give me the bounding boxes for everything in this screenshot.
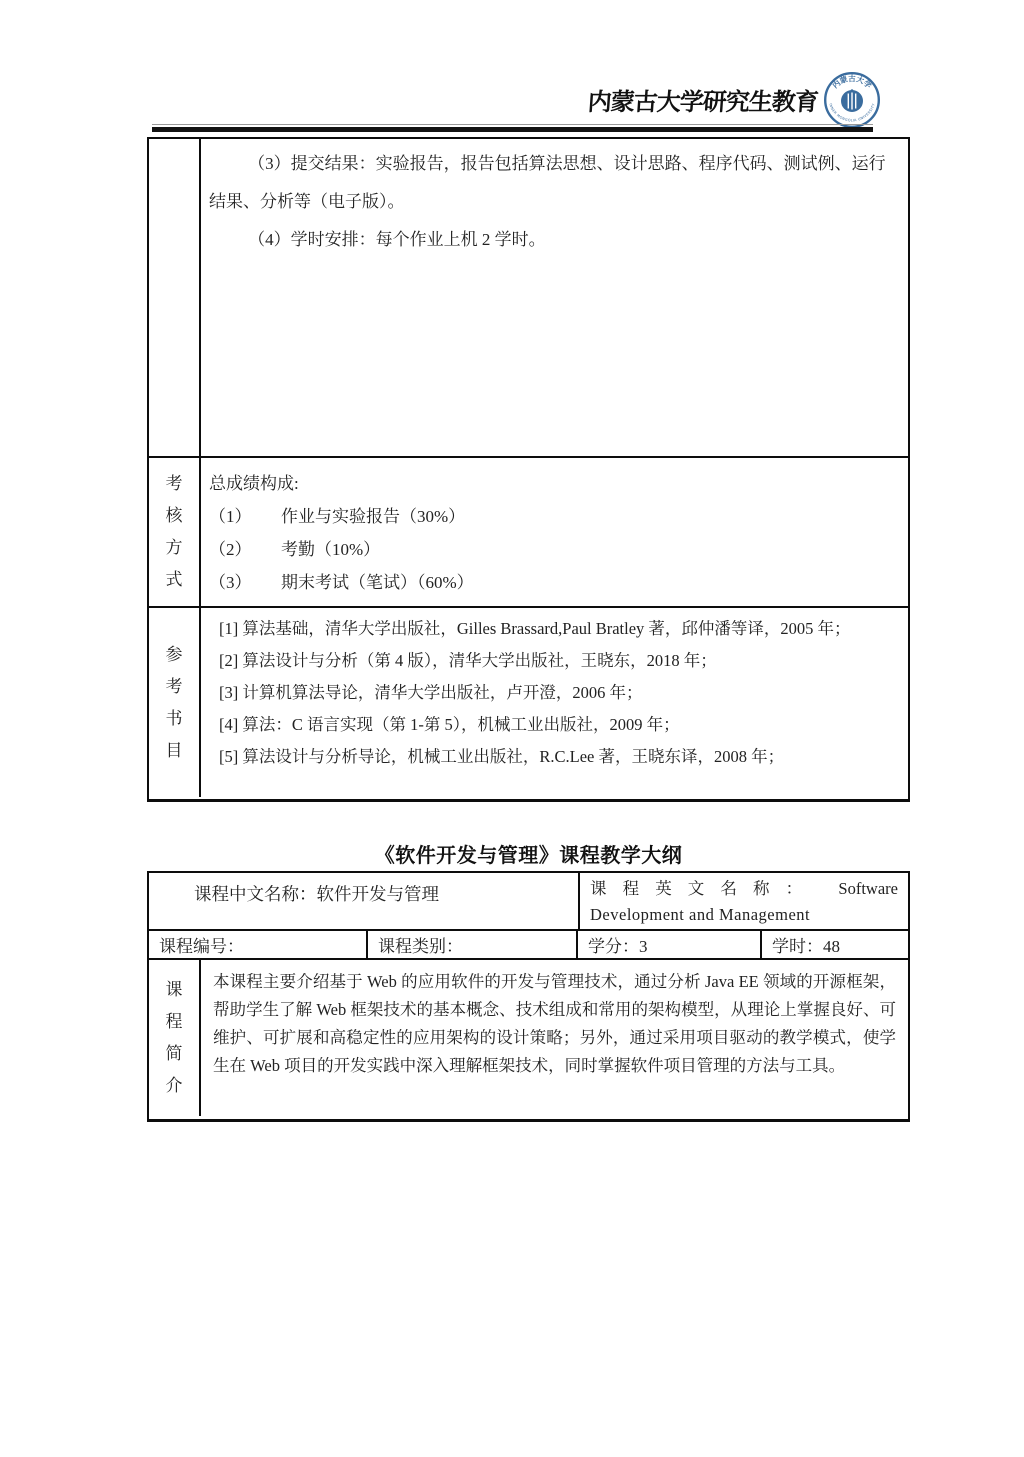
assessment-label-cell xyxy=(149,458,199,606)
assessment-item-text: 期末考试（笔试）（60%） xyxy=(281,573,474,592)
seal-bottom-text: INNER MONGOLIA UNIVERSITY xyxy=(828,102,876,123)
table-row-course-meta xyxy=(149,929,908,958)
course-intro-label: 课程简介 xyxy=(165,980,183,1095)
table-row-continuation xyxy=(149,139,908,456)
lab-submit-paragraph: （3）提交结果：实验报告，报告包括算法思想、设计思路、程序代码、测试例、运行结果、分析等（电子版）。 xyxy=(209,154,886,211)
course-cn-name-cell: 课程中文名称：软件开发与管理 xyxy=(194,884,439,904)
continuation-cell xyxy=(199,139,908,456)
syllabus-table-algorithms xyxy=(147,137,910,802)
course-en-name-line1: 课程英文名称： Software xyxy=(590,879,898,898)
university-brand-calligraphy: 内蒙古大学研究生教育 xyxy=(586,90,819,116)
assessment-content-cell xyxy=(199,458,908,606)
references-label-cell xyxy=(149,608,199,797)
reference-item: [4] 算法：C 语言实现（第 1-第 5），机械工业出版社，2009 年； xyxy=(219,715,680,734)
reference-item: [5] 算法设计与分析导论，机械工业出版社，R.C.Lee 著，王晓东译，2008 年； xyxy=(219,747,785,766)
course-hours-cell: 学时：48 xyxy=(760,931,908,958)
references-label: 参考书目 xyxy=(165,644,183,760)
course-en-name-line2: Development and Management xyxy=(590,905,811,924)
assessment-item-number: （1） xyxy=(209,507,252,526)
row-label-cell-empty xyxy=(149,139,199,456)
assessment-item-number: （2） xyxy=(209,540,252,559)
university-seal-icon xyxy=(823,71,881,129)
assessment-intro: 总成绩构成: xyxy=(209,474,299,493)
course-intro-label-cell xyxy=(149,960,199,1116)
reference-item: [1] 算法基础，清华大学出版社，Gilles Brassard,Paul Bratley 著，邱仲潘等译，2005 年； xyxy=(219,619,851,638)
seal-top-text: 内蒙古大学 xyxy=(830,74,874,91)
assessment-item-text: 作业与实验报告（30%） xyxy=(281,507,466,526)
course-outline-title: 《软件开发与管理》课程教学大纲 xyxy=(374,845,683,867)
header-rule-shadow xyxy=(152,124,873,125)
references-content-cell xyxy=(199,608,908,797)
table-row-course-intro xyxy=(149,958,908,1116)
header-rule xyxy=(152,127,873,132)
course-en-name-cell xyxy=(578,873,908,929)
course-intro-paragraph: 本课程主要介绍基于 Web 的应用软件的开发与管理技术，通过分析 Java EE 领域的开源框架，帮助学生了解 Web 框架技术的基本概念、技术组成和常用的架构模型，从理论上掌握良好、可维护、可扩展和高稳定性的应用架构的设计策略；另外，通过采用项目驱动的教学模式，使学生在 Web 项目的开发实践中深入理解框架技术，同时掌握软件项目管理的方法与工具。 xyxy=(199,960,908,1116)
assessment-item-text: 考勤（10%） xyxy=(281,540,381,559)
course-type-cell: 课程类别： xyxy=(366,931,576,958)
assessment-label: 考核方式 xyxy=(165,474,183,589)
assessment-item xyxy=(209,500,896,533)
assessment-item xyxy=(209,533,896,566)
assessment-item-number: （3） xyxy=(209,573,252,592)
reference-item: [2] 算法设计与分析（第 4 版），清华大学出版社，王晓东，2018 年； xyxy=(219,651,717,670)
syllabus-table-software-dev xyxy=(147,871,910,1122)
course-number-cell: 课程编号： xyxy=(159,937,244,956)
lab-hours-paragraph: （4）学时安排：每个作业上机 2 学时。 xyxy=(248,230,546,249)
course-credits-cell: 学分：3 xyxy=(576,931,760,958)
assessment-item xyxy=(209,566,896,599)
university-seal-logo xyxy=(823,71,881,129)
table-row-assessment xyxy=(149,456,908,606)
table-row-course-names xyxy=(149,873,908,929)
reference-item: [3] 计算机算法导论，清华大学出版社，卢开澄，2006 年； xyxy=(219,683,643,702)
table-row-references xyxy=(149,606,908,797)
